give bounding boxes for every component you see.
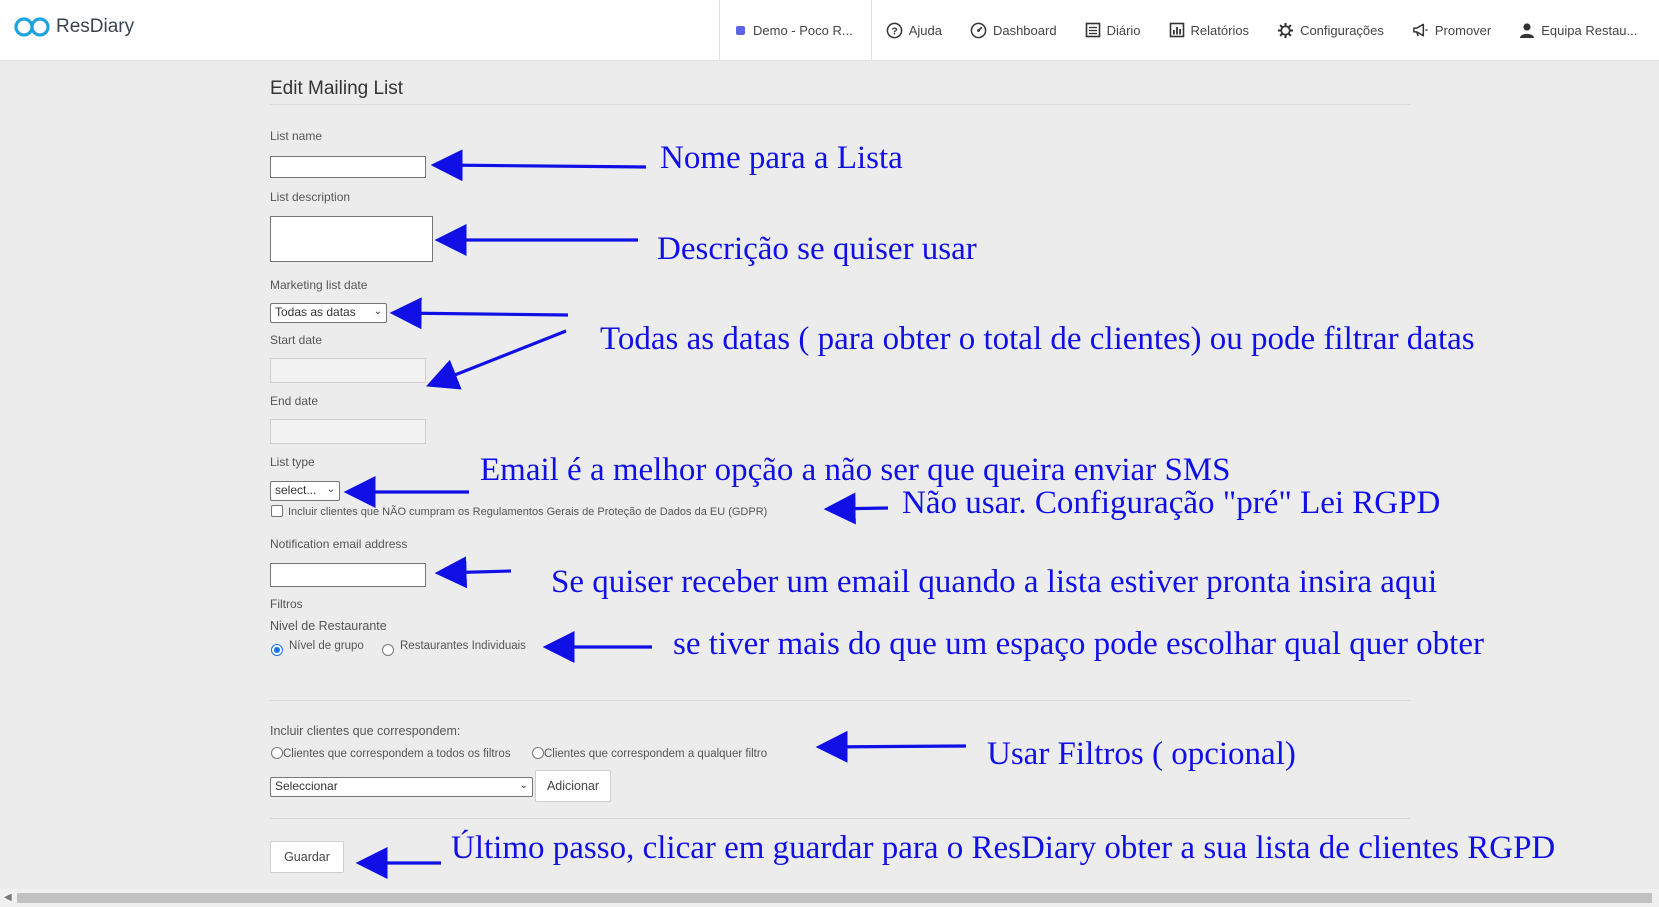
radio-group-level-label: Nível de grupo [289, 640, 364, 652]
nav-dashboard-label: Dashboard [992, 22, 1057, 38]
annotation-restaurants: se tiver mais do que um espaço pode escolhar qual quer obter [673, 626, 1484, 662]
scroll-left-arrow-icon[interactable]: ◀ [4, 892, 12, 903]
horizontal-scrollbar[interactable] [0, 889, 1659, 907]
marketing-date-value: Todas as datas [275, 305, 356, 319]
section-divider [270, 700, 1410, 701]
list-description-textarea[interactable] [270, 216, 433, 262]
nav-diary-label: Diário [1106, 22, 1141, 38]
gear-icon [1277, 22, 1294, 39]
list-type-label: List type [270, 455, 315, 469]
arrow-filters [822, 746, 966, 747]
radio-match-all-filters[interactable] [271, 747, 283, 759]
annotation-list-type: Email é a melhor opção a não ser que queira enviar SMS [480, 452, 1231, 488]
nav-promote-label: Promover [1434, 22, 1492, 38]
add-filter-button[interactable]: Adicionar [535, 770, 611, 802]
nav-promote[interactable] [1398, 0, 1505, 60]
help-icon [886, 22, 903, 39]
annotation-dates: Todas as datas ( para obter o total de clientes) ou pode filtrar datas [600, 321, 1475, 357]
infinity-logo-icon [14, 16, 50, 38]
marketing-date-select[interactable] [270, 303, 387, 323]
annotation-list-name: Nome para a Lista [660, 140, 903, 176]
annotation-save: Último passo, clicar em guardar para o ResDiary obter a sua lista de clientes RGPD [451, 830, 1556, 866]
page-title: Edit Mailing List [270, 78, 404, 99]
radio-individual-restaurants[interactable] [382, 644, 394, 656]
chevron-down-icon: ⌄ [519, 780, 528, 791]
radio-individual-label: Restaurantes Individuais [400, 640, 526, 652]
arrow-list-name [437, 165, 646, 167]
start-date-input[interactable] [270, 358, 426, 383]
restaurant-selector[interactable] [720, 0, 871, 60]
nav-reports[interactable] [1155, 0, 1264, 60]
brand-name: ResDiary [56, 16, 135, 37]
chevron-down-icon: ⌄ [326, 484, 335, 495]
top-navigation-bar [0, 0, 1659, 61]
scrollbar-thumb[interactable] [17, 893, 1652, 903]
annotation-gdpr: Não usar. Configuração "pré" Lei RGPD [902, 485, 1441, 521]
list-description-label: List description [270, 190, 351, 204]
dashboard-icon [970, 22, 987, 39]
title-divider [270, 104, 1410, 105]
restaurant-color-icon [736, 26, 745, 35]
resdiary-logo[interactable] [14, 16, 134, 38]
notification-email-input[interactable] [270, 563, 426, 587]
filter-select-value: Seleccionar [275, 779, 338, 793]
restaurant-level-label: Nivel de Restaurante [270, 619, 387, 633]
end-date-input[interactable] [270, 419, 426, 444]
nav-dashboard[interactable] [956, 0, 1071, 60]
list-name-label: List name [270, 129, 323, 143]
end-date-label: End date [270, 394, 319, 408]
radio-group-level[interactable] [271, 644, 283, 656]
filter-select[interactable] [270, 777, 533, 797]
nav-help-label: Ajuda [908, 22, 942, 38]
arrow-start-date [432, 331, 566, 384]
start-date-label: Start date [270, 333, 323, 347]
annotation-email: Se quiser receber um email quando a lista estiver pronta insira aqui [551, 564, 1438, 600]
user-icon [1519, 22, 1535, 38]
arrow-marketing-date [396, 313, 568, 315]
diary-icon [1085, 22, 1101, 38]
svg-text:?: ? [891, 25, 898, 37]
nav-settings[interactable] [1263, 0, 1398, 60]
main-navigation [719, 0, 1637, 60]
megaphone-icon [1412, 22, 1429, 38]
filters-label: Filtros [270, 597, 303, 611]
include-customers-label: Incluir clientes que correspondem: [270, 724, 461, 738]
marketing-date-label: Marketing list date [270, 278, 368, 292]
reports-icon [1169, 22, 1185, 38]
nav-settings-label: Configurações [1300, 22, 1384, 38]
gdpr-checkbox[interactable] [271, 505, 283, 517]
save-button[interactable]: Guardar [270, 841, 344, 873]
notification-email-label: Notification email address [270, 537, 408, 551]
annotation-description: Descrição se quiser usar [657, 231, 977, 267]
section-divider [270, 818, 1410, 819]
nav-user-account[interactable] [1505, 0, 1637, 60]
restaurant-name: Demo - Poco R... [753, 22, 853, 38]
list-type-select[interactable] [270, 481, 340, 501]
annotation-filters: Usar Filtros ( opcional) [987, 736, 1296, 772]
chevron-down-icon: ⌄ [373, 306, 382, 317]
match-any-label: Clientes que correspondem a qualquer filtro [544, 748, 768, 760]
list-name-input[interactable] [270, 156, 426, 178]
match-all-label: Clientes que correspondem a todos os filtros [283, 748, 511, 760]
radio-match-any-filter[interactable] [532, 747, 544, 759]
nav-diary[interactable] [1071, 0, 1155, 60]
arrow-notification-email [441, 571, 511, 573]
nav-user-label: Equipa Restau... [1541, 22, 1638, 38]
list-type-value: select... [275, 483, 317, 497]
nav-reports-label: Relatórios [1190, 22, 1250, 38]
gdpr-checkbox-label: Incluir clientes que NÃO cumpram os Regulamentos Gerais de Proteção de Dados da EU (GDPR) [288, 506, 768, 518]
nav-help[interactable] [872, 0, 956, 60]
arrow-gdpr [830, 508, 888, 509]
